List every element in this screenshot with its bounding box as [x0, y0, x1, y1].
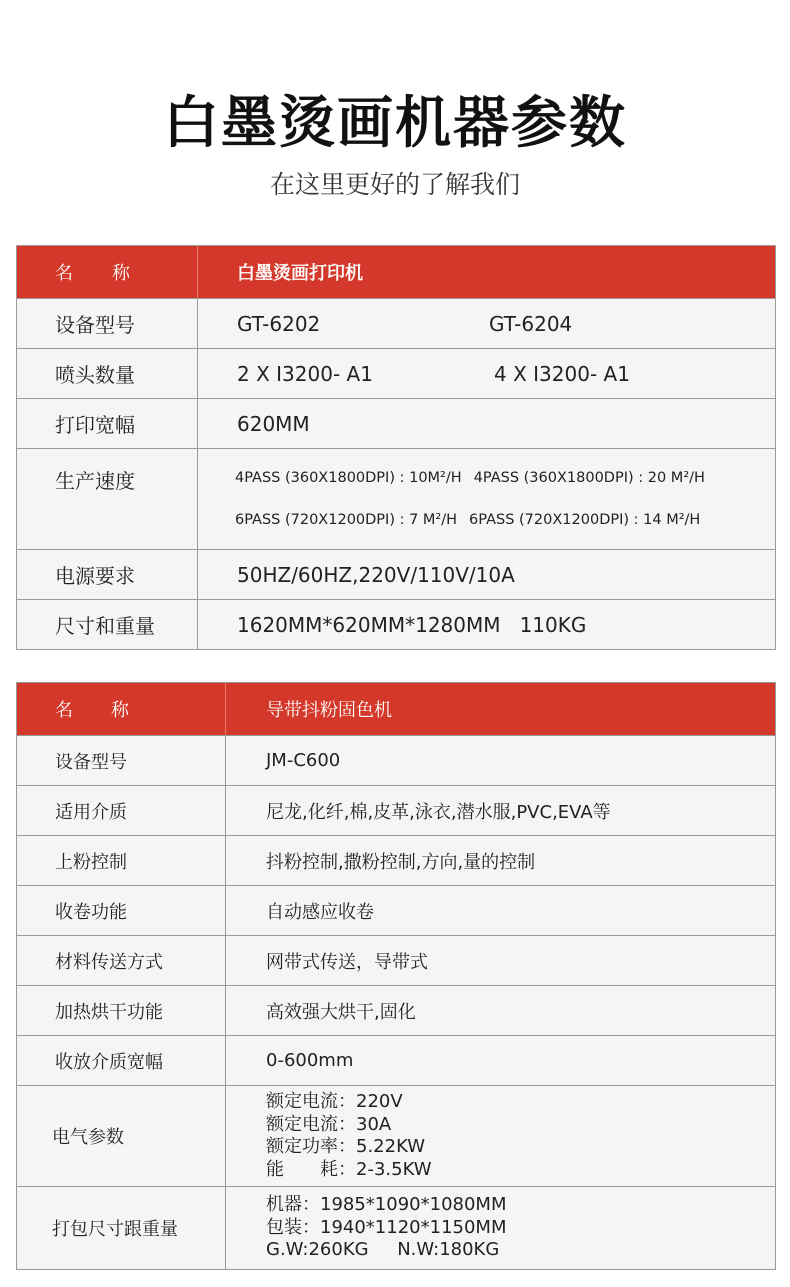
header-name-cell: [17, 683, 226, 735]
pack-line: 包装：1940*1120*1150MM: [266, 1216, 507, 1238]
printer-spec-table: [16, 245, 776, 650]
row-label: 打包尺寸跟重量: [17, 1187, 226, 1269]
heads-value-b: 4 X I3200- A1: [494, 361, 630, 386]
speed-line-2-a: 6PASS (720X1200DPI) : 7 M²/H: [235, 512, 458, 528]
row-value: 网带式传送，导带式: [266, 951, 428, 973]
heads-value-a: 2 X I3200- A1: [237, 361, 373, 386]
row-label: 设备型号: [17, 299, 198, 348]
table-header-row: [17, 246, 775, 298]
table-row-heads: [17, 348, 775, 398]
row-label: 生产速度: [17, 449, 198, 549]
model-value-b: GT-6204: [489, 311, 573, 336]
row-value: [198, 449, 775, 549]
row-label: 收放介质宽幅: [17, 1036, 226, 1085]
row-value: [226, 1086, 775, 1186]
table-row: [17, 735, 775, 785]
row-value: [198, 299, 775, 348]
row-label: 上粉控制: [17, 836, 226, 885]
row-label: 收卷功能: [17, 886, 226, 935]
table-row: [17, 885, 775, 935]
shaker-spec-table: [16, 682, 776, 1270]
table-header-row: [17, 683, 775, 735]
row-label: 材料传送方式: [17, 936, 226, 985]
page-subtitle: 在这里更好的了解我们: [269, 170, 520, 199]
table-row-model: [17, 298, 775, 348]
electric-line: 能 耗：2-3.5KW: [266, 1158, 432, 1180]
row-label: 尺寸和重量: [17, 600, 198, 649]
row-label: 设备型号: [17, 736, 226, 785]
row-value: 0-600mm: [266, 1050, 354, 1071]
row-label: 加热烘干功能: [17, 986, 226, 1035]
table-row-power: [17, 549, 775, 599]
electric-line: 额定电流：220V: [266, 1091, 403, 1112]
speed-line-1-b: 4PASS (360X1800DPI) : 20 M²/H: [473, 470, 705, 486]
row-value: [198, 349, 775, 398]
speed-line-1-a: 4PASS (360X1800DPI) : 10M²/H: [235, 470, 462, 486]
table-row: [17, 985, 775, 1035]
electric-line: 额定功率：5.22KW: [266, 1136, 426, 1157]
row-value: 1620MM*620MM*1280MM 110KG: [237, 612, 587, 637]
header-value-cell: 导带抖粉固色机: [266, 700, 392, 721]
speed-line-2-b: 6PASS (720X1200DPI) : 14 M²/H: [469, 512, 701, 528]
speed-line-2: [235, 512, 700, 528]
table-row: [17, 935, 775, 985]
table-row: [17, 1035, 775, 1085]
speed-line-1: [235, 470, 705, 486]
table-row-electric: [17, 1085, 775, 1186]
table-row-pack: [17, 1186, 775, 1269]
row-value: 620MM: [237, 411, 310, 436]
row-value: 自动感应收卷: [266, 901, 374, 923]
row-label: 电气参数: [17, 1086, 226, 1186]
header-label-a: 名: [55, 263, 74, 284]
pack-line: 机器：1985*1090*1080MM: [266, 1194, 507, 1216]
header-label-b: 称: [111, 700, 129, 721]
page-title: 白墨烫画机器参数: [163, 91, 627, 156]
table-row: [17, 835, 775, 885]
row-label: 打印宽幅: [17, 399, 198, 448]
row-value: JM-C600: [266, 750, 341, 771]
model-value-a: GT-6202: [237, 311, 321, 336]
header-value-cell: 白墨烫画打印机: [237, 263, 363, 284]
pack-line: G.W:260KG N.W:180KG: [266, 1239, 500, 1261]
electric-line: 额定电流：30A: [266, 1113, 392, 1135]
header-label-b: 称: [112, 263, 131, 284]
row-value: [226, 1187, 775, 1269]
table-row-width: [17, 398, 775, 448]
table-row: [17, 785, 775, 835]
row-value: 抖粉控制,撒粉控制,方向,量的控制: [266, 851, 536, 873]
row-value: 尼龙,化纤,棉,皮革,泳衣,潜水服,PVC,EVA等: [266, 801, 611, 823]
row-value: 50HZ/60HZ,220V/110V/10A: [237, 562, 515, 587]
header-name-cell: [17, 246, 198, 298]
row-label: 喷头数量: [17, 349, 198, 398]
row-value: 高效强大烘干,固化: [266, 1001, 416, 1023]
table-row-speed: [17, 448, 775, 549]
header-label-a: 名: [55, 700, 73, 721]
row-label: 电源要求: [17, 550, 198, 599]
row-label: 适用介质: [17, 786, 226, 835]
table-row-size: [17, 599, 775, 649]
